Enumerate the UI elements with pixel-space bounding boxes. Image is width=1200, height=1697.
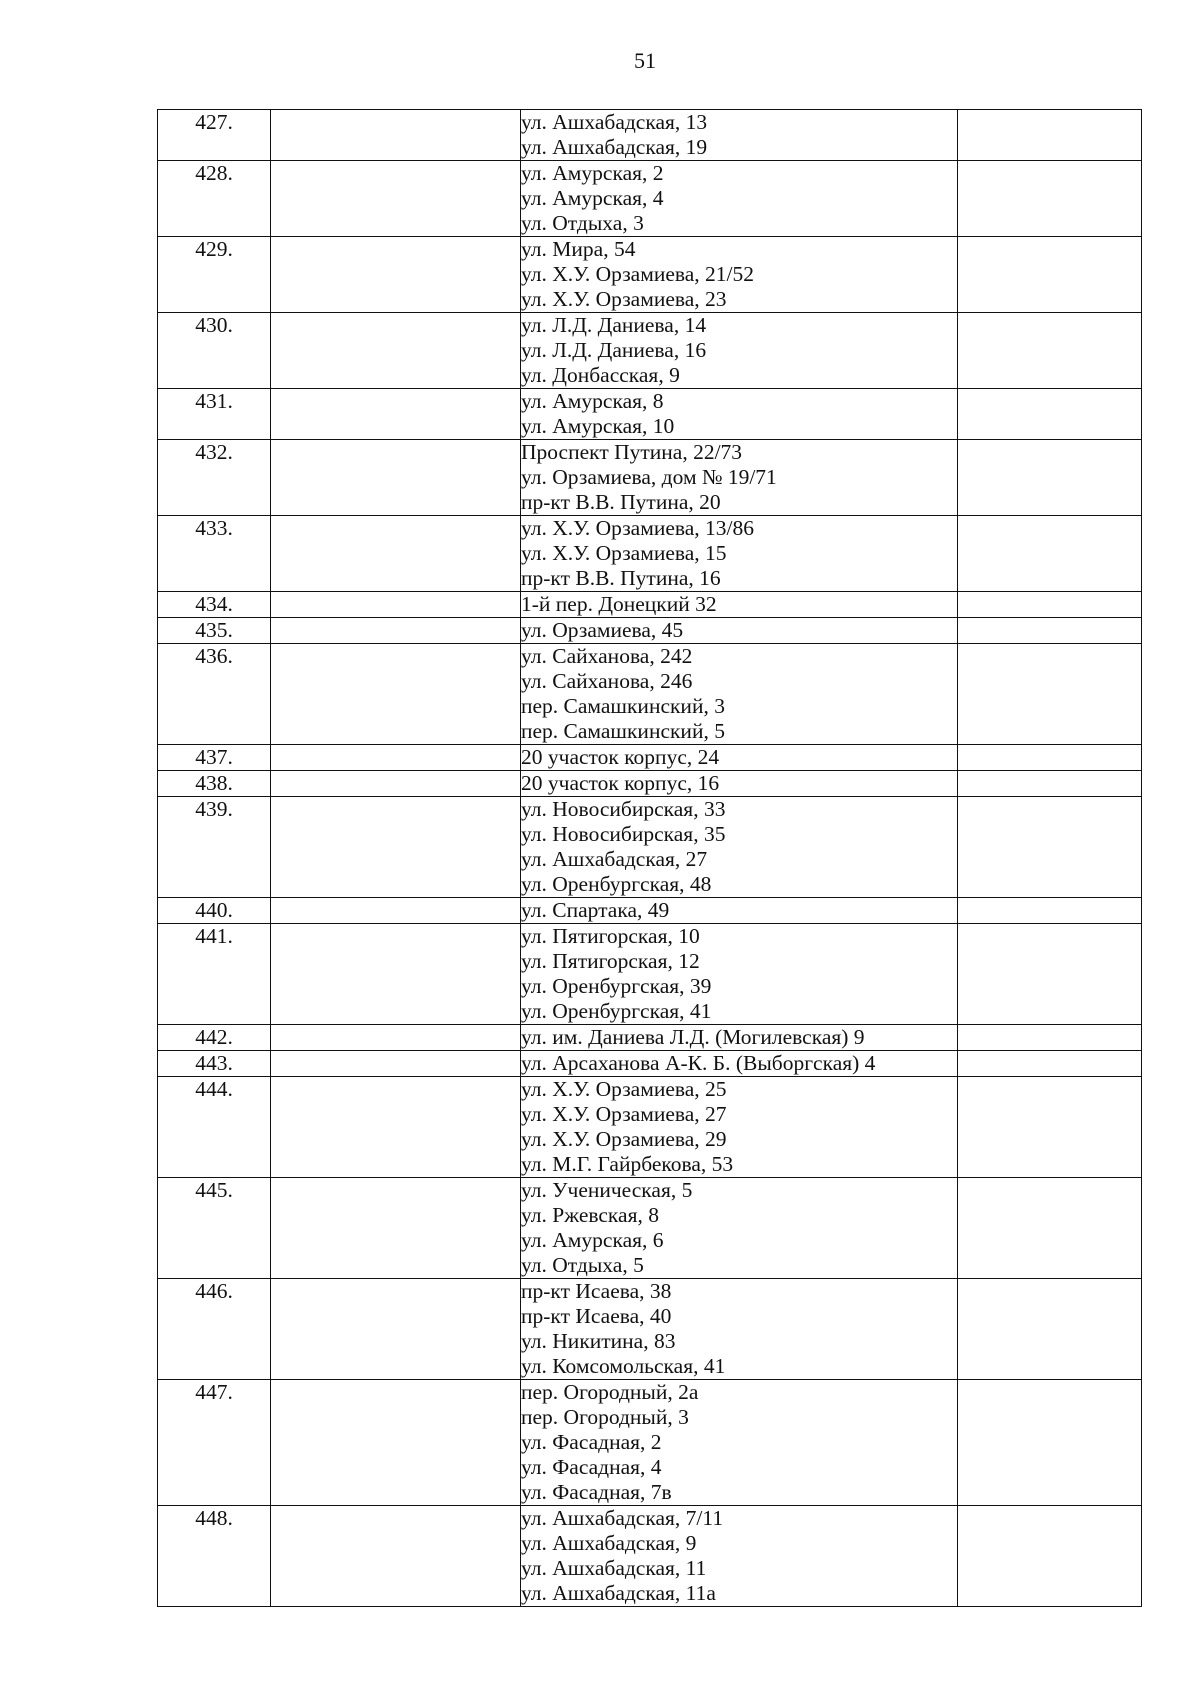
address-line: ул. Фасадная, 2	[521, 1430, 662, 1454]
address-line: ул. Новосибирская, 33	[521, 797, 726, 821]
row-number: 447.	[158, 1380, 271, 1506]
empty-cell	[271, 618, 521, 644]
row-number: 427.	[158, 110, 271, 161]
address-line: ул. Ашхабадская, 27	[521, 847, 708, 871]
table-row	[158, 1077, 1142, 1178]
address-line: 20 участок корпус, 24	[521, 745, 720, 769]
empty-cell	[271, 1279, 521, 1380]
empty-cell	[271, 1178, 521, 1279]
address-line: 1-й пер. Донецкий 32	[521, 592, 717, 616]
address-cell	[521, 592, 958, 618]
table-row	[158, 110, 1142, 161]
empty-cell	[271, 592, 521, 618]
address-cell	[521, 771, 958, 797]
address-cell	[521, 797, 958, 898]
address-line: пр-кт В.В. Путина, 20	[521, 490, 721, 514]
row-number: 430.	[158, 313, 271, 389]
address-line: ул. Сайханова, 246	[521, 669, 693, 693]
row-number: 435.	[158, 618, 271, 644]
address-line: ул. Отдыха, 3	[521, 211, 644, 235]
row-number: 441.	[158, 924, 271, 1025]
empty-cell	[271, 313, 521, 389]
address-line: ул. им. Даниева Л.Д. (Могилевская) 9	[521, 1025, 865, 1049]
table-row	[158, 644, 1142, 745]
address-cell	[521, 1178, 958, 1279]
empty-cell	[271, 1380, 521, 1506]
address-cell	[521, 1051, 958, 1077]
row-number: 438.	[158, 771, 271, 797]
empty-cell	[958, 924, 1142, 1025]
address-cell	[521, 110, 958, 161]
table-row	[158, 1380, 1142, 1506]
empty-cell	[271, 237, 521, 313]
empty-cell	[958, 771, 1142, 797]
table-row	[158, 745, 1142, 771]
row-number: 442.	[158, 1025, 271, 1051]
empty-cell	[958, 745, 1142, 771]
address-cell	[521, 237, 958, 313]
address-table-body	[158, 110, 1142, 1607]
address-cell	[521, 516, 958, 592]
empty-cell	[958, 592, 1142, 618]
address-line: ул. Амурская, 6	[521, 1228, 664, 1252]
address-cell	[521, 161, 958, 237]
address-cell	[521, 1279, 958, 1380]
address-line: ул. Новосибирская, 35	[521, 822, 726, 846]
table-row	[158, 516, 1142, 592]
empty-cell	[958, 110, 1142, 161]
address-line: ул. Арсаханова А-К. Б. (Выборгская) 4	[521, 1051, 876, 1075]
address-cell	[521, 1506, 958, 1607]
row-number: 439.	[158, 797, 271, 898]
table-row	[158, 924, 1142, 1025]
address-line: ул. Ашхабадская, 19	[521, 135, 708, 159]
address-line: ул. Спартака, 49	[521, 898, 670, 922]
address-line: пр-кт Исаева, 38	[521, 1279, 672, 1303]
address-line: пр-кт В.В. Путина, 16	[521, 566, 721, 590]
table-row	[158, 771, 1142, 797]
row-number: 443.	[158, 1051, 271, 1077]
address-line: ул. Ашхабадская, 7/11	[521, 1506, 724, 1530]
row-number: 431.	[158, 389, 271, 440]
empty-cell	[958, 313, 1142, 389]
table-row	[158, 1025, 1142, 1051]
address-line: ул. Ашхабадская, 13	[521, 110, 708, 134]
address-line: 20 участок корпус, 16	[521, 771, 720, 795]
row-number: 440.	[158, 898, 271, 924]
row-number: 434.	[158, 592, 271, 618]
address-line: пер. Самашкинский, 3	[521, 694, 725, 718]
address-line: ул. Ашхабадская, 9	[521, 1531, 697, 1555]
empty-cell	[271, 797, 521, 898]
address-line: ул. Л.Д. Даниева, 14	[521, 313, 707, 337]
row-number: 437.	[158, 745, 271, 771]
address-cell	[521, 1077, 958, 1178]
empty-cell	[271, 1051, 521, 1077]
address-cell	[521, 644, 958, 745]
empty-cell	[958, 516, 1142, 592]
empty-cell	[271, 1506, 521, 1607]
address-line: Проспект Путина, 22/73	[521, 440, 743, 464]
address-line: ул. Х.У. Орзамиева, 29	[521, 1127, 727, 1151]
address-line: ул. Отдыха, 5	[521, 1253, 644, 1277]
address-cell	[521, 440, 958, 516]
empty-cell	[271, 516, 521, 592]
address-line: ул. Орзамиева, дом № 19/71	[521, 465, 777, 489]
table-row	[158, 1506, 1142, 1607]
table-row	[158, 898, 1142, 924]
address-line: ул. Орзамиева, 45	[521, 618, 684, 642]
empty-cell	[958, 389, 1142, 440]
address-line: ул. Комсомольская, 41	[521, 1354, 726, 1378]
address-line: ул. Сайханова, 242	[521, 644, 693, 668]
table-row	[158, 313, 1142, 389]
address-line: пр-кт Исаева, 40	[521, 1304, 672, 1328]
address-line: ул. Ржевская, 8	[521, 1203, 659, 1227]
address-line: ул. Х.У. Орзамиева, 15	[521, 541, 727, 565]
table-row	[158, 1279, 1142, 1380]
empty-cell	[958, 1279, 1142, 1380]
address-line: ул. Донбасская, 9	[521, 363, 680, 387]
empty-cell	[271, 745, 521, 771]
address-line: ул. Х.У. Орзамиева, 21/52	[521, 262, 755, 286]
address-line: пер. Огородный, 3	[521, 1405, 689, 1429]
address-cell	[521, 745, 958, 771]
address-cell	[521, 1025, 958, 1051]
address-line: ул. Л.Д. Даниева, 16	[521, 338, 707, 362]
empty-cell	[958, 1178, 1142, 1279]
empty-cell	[958, 644, 1142, 745]
table-row	[158, 440, 1142, 516]
address-cell	[521, 1380, 958, 1506]
row-number: 444.	[158, 1077, 271, 1178]
address-cell	[521, 618, 958, 644]
empty-cell	[958, 1380, 1142, 1506]
row-number: 432.	[158, 440, 271, 516]
address-table	[157, 109, 1142, 1607]
address-line: ул. Амурская, 10	[521, 414, 675, 438]
table-row	[158, 161, 1142, 237]
empty-cell	[958, 898, 1142, 924]
address-line: ул. Х.У. Орзамиева, 27	[521, 1102, 727, 1126]
empty-cell	[958, 1506, 1142, 1607]
address-cell	[521, 389, 958, 440]
table-row	[158, 592, 1142, 618]
address-line: ул. Никитина, 83	[521, 1329, 676, 1353]
address-line: ул. Пятигорская, 10	[521, 924, 700, 948]
empty-cell	[271, 1025, 521, 1051]
address-cell	[521, 313, 958, 389]
empty-cell	[271, 110, 521, 161]
address-line: ул. Пятигорская, 12	[521, 949, 700, 973]
table-row	[158, 1178, 1142, 1279]
page-number: 51	[634, 48, 656, 73]
address-line: ул. Фасадная, 7в	[521, 1480, 672, 1504]
row-number: 429.	[158, 237, 271, 313]
address-line: ул. М.Г. Гайрбекова, 53	[521, 1152, 734, 1176]
empty-cell	[958, 618, 1142, 644]
address-line: ул. Амурская, 4	[521, 186, 664, 210]
address-line: ул. Ученическая, 5	[521, 1178, 693, 1202]
empty-cell	[271, 924, 521, 1025]
address-line: ул. Фасадная, 4	[521, 1455, 662, 1479]
empty-cell	[271, 771, 521, 797]
empty-cell	[271, 389, 521, 440]
address-line: ул. Амурская, 2	[521, 161, 664, 185]
table-row	[158, 237, 1142, 313]
address-line: ул. Х.У. Орзамиева, 23	[521, 287, 727, 311]
empty-cell	[271, 440, 521, 516]
table-row	[158, 618, 1142, 644]
empty-cell	[271, 1077, 521, 1178]
address-line: ул. Х.У. Орзамиева, 13/86	[521, 516, 755, 540]
row-number: 436.	[158, 644, 271, 745]
address-line: ул. Х.У. Орзамиева, 25	[521, 1077, 727, 1101]
row-number: 445.	[158, 1178, 271, 1279]
row-number: 448.	[158, 1506, 271, 1607]
empty-cell	[958, 797, 1142, 898]
row-number: 428.	[158, 161, 271, 237]
address-line: ул. Ашхабадская, 11а	[521, 1581, 716, 1605]
address-line: ул. Ашхабадская, 11	[521, 1556, 707, 1580]
empty-cell	[271, 898, 521, 924]
address-line: ул. Оренбургская, 41	[521, 999, 712, 1023]
empty-cell	[958, 237, 1142, 313]
address-line: ул. Оренбургская, 48	[521, 872, 712, 896]
row-number: 446.	[158, 1279, 271, 1380]
empty-cell	[271, 161, 521, 237]
address-line: пер. Самашкинский, 5	[521, 719, 725, 743]
empty-cell	[958, 161, 1142, 237]
empty-cell	[271, 644, 521, 745]
table-row	[158, 797, 1142, 898]
address-cell	[521, 898, 958, 924]
empty-cell	[958, 1077, 1142, 1178]
address-line: ул. Оренбургская, 39	[521, 974, 712, 998]
empty-cell	[958, 1025, 1142, 1051]
row-number: 433.	[158, 516, 271, 592]
empty-cell	[958, 440, 1142, 516]
table-row	[158, 1051, 1142, 1077]
address-line: ул. Амурская, 8	[521, 389, 664, 413]
address-cell	[521, 924, 958, 1025]
address-line: пер. Огородный, 2а	[521, 1380, 699, 1404]
address-line: ул. Мира, 54	[521, 237, 636, 261]
empty-cell	[958, 1051, 1142, 1077]
table-row	[158, 389, 1142, 440]
